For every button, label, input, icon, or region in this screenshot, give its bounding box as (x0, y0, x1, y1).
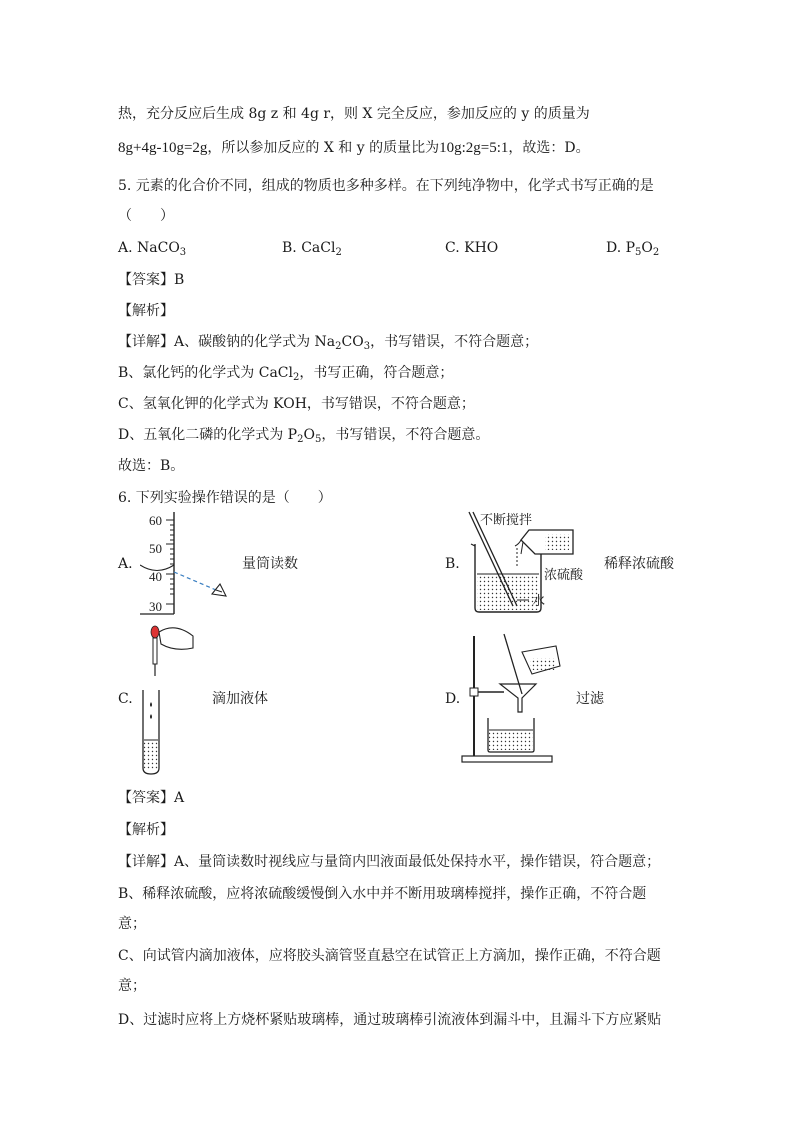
q6-detail-b-2: 意； (118, 916, 146, 932)
q6-detail-c-1: C、向试管内滴加液体，应将胶头滴管竖直悬空在试管正上方滴加，操作正确，不符合题 (118, 948, 661, 964)
q6-stem: 6. 下列实验操作错误的是（ ） (118, 490, 332, 506)
filtration-figure (460, 632, 570, 768)
q5-detail-c: C、氢氧化钾的化学式为 KOH，书写错误，不符合题意； (118, 396, 475, 412)
q6-analysis-heading: 【解析】 (118, 822, 174, 838)
q6-answer: 【答案】A (118, 790, 185, 806)
cylinder-tick-30: 30 (149, 599, 162, 614)
funnel (500, 684, 536, 712)
continuation-line-1 (118, 104, 590, 124)
continuation-end: ，故选：D。 (508, 140, 590, 156)
q5-detail-a: 【详解】A、碳酸钠的化学式为 $Na_2CO_3$，书写错误，不符合题意； (118, 334, 539, 352)
q6-option-a-label: A. (118, 556, 133, 572)
q5-analysis-heading: 【解析】 (118, 303, 174, 319)
dropper-bulb (151, 626, 159, 638)
equation-ratio: 10g:2g=5:1 (439, 140, 509, 156)
q5-option-c: C. KHO (445, 240, 499, 256)
cylinder-tick-60: 60 (149, 513, 162, 528)
eye-icon (212, 584, 226, 596)
q6-option-a-caption: 量筒读数 (242, 556, 298, 572)
label-conc-acid: 浓硫酸 (544, 568, 584, 583)
continuation-line-2 (118, 138, 590, 158)
q5-option-b: B. CaCl$_2$ (282, 240, 342, 258)
q6-option-b-caption: 稀释浓硫酸 (604, 556, 674, 572)
q5-option-a: A. NaCO$_3$ (118, 240, 187, 258)
q5-detail-d: D、五氧化二磷的化学式为 $P_2O_5$，书写错误，不符合题意。 (118, 427, 490, 445)
q6-detail-c-2: 意； (118, 978, 146, 994)
hand-icon (159, 628, 193, 650)
q5-answer: 【答案】B (118, 272, 185, 288)
q6-detail-b-1: B、稀释浓硫酸，应将浓硫酸缓慢倒入水中并不断用玻璃棒搅拌，操作正确，不符合题 (118, 886, 647, 902)
q6-detail-d-1: D、过滤时应将上方烧杯紧贴玻璃棒，通过玻璃棒引流液体到漏斗中，且漏斗下方应紧贴 (118, 1012, 662, 1028)
q6-option-b-label: B. (445, 556, 460, 572)
q6-option-c-caption: 滴加液体 (212, 691, 268, 707)
q6-option-c-label: C. (118, 691, 133, 707)
q5-choose: 故选：B。 (118, 458, 185, 474)
q6-detail-a: 【详解】A、量筒读数时视线应与量筒内凹液面最低处保持水平，操作错误，符合题意； (118, 854, 661, 870)
q6-option-d-caption: 过滤 (576, 691, 604, 707)
continuation-text: 热，充分反应后生成 8g z 和 4g r，则 X 完全反应，参加反应的 y 的质量为 (118, 106, 590, 122)
sight-line (174, 572, 216, 590)
dropper-figure (135, 618, 205, 778)
equation-mass-y: 8g+4g-10g=2g (118, 140, 208, 156)
q5-paren: （ ） (118, 208, 174, 224)
q5-detail-b: B、氯化钙的化学式为 CaCl$_2$，书写正确，符合题意； (118, 365, 454, 383)
label-water: 水 (532, 594, 546, 609)
continuation-mid: ，所以参加反应的 X 和 y 的质量比为 (207, 140, 440, 156)
q6-option-d-label: D. (445, 691, 461, 707)
cylinder-tick-40: 40 (149, 569, 162, 584)
q5-stem: 5. 元素的化合价不同，组成的物质也多种多样。在下列纯净物中，化学式书写正确的是 (118, 178, 654, 194)
label-stir: 不断搅拌 (480, 513, 533, 528)
cylinder-tick-50: 50 (149, 541, 162, 556)
q5-option-d: D. $P_5O_2$ (606, 240, 660, 258)
